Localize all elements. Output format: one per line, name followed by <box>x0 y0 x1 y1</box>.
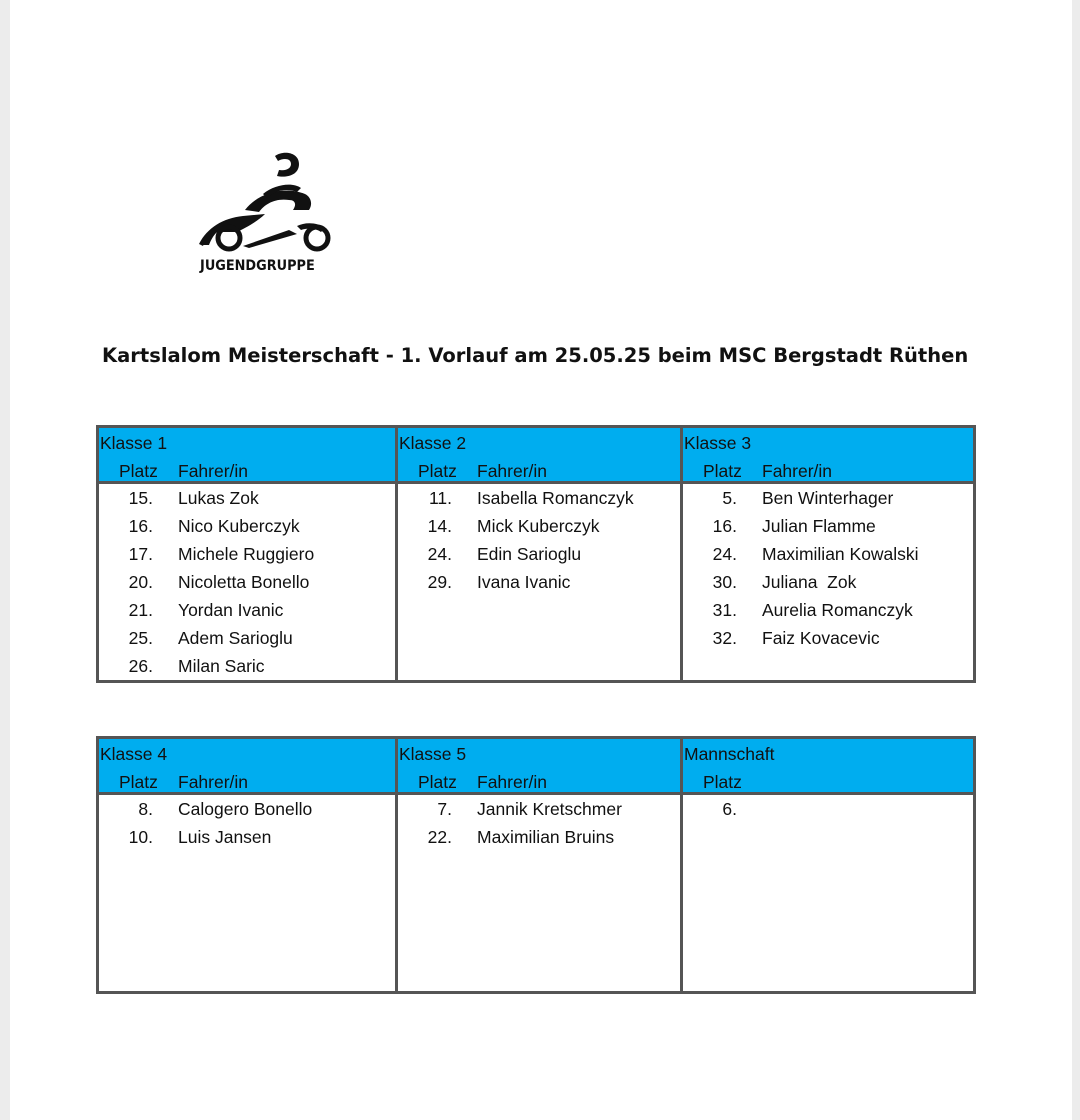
result-row <box>683 598 973 626</box>
team-column <box>683 739 973 991</box>
platz-value: 5. <box>722 488 737 508</box>
result-row <box>99 542 395 570</box>
driver-name: Julian Flamme <box>762 516 876 536</box>
result-row <box>99 570 395 598</box>
driver-name: Edin Sarioglu <box>477 544 582 564</box>
result-row <box>683 542 973 570</box>
driver-name: Ivana Ivanic <box>477 572 571 592</box>
platz-value: 14. <box>427 516 452 536</box>
driver-name: Maximilian Bruins <box>477 827 615 847</box>
platz-value: 10. <box>128 827 153 847</box>
fahrer-header: Fahrer/in <box>178 772 249 792</box>
class-column <box>398 739 683 991</box>
platz-value: 6. <box>722 799 737 819</box>
class-title: Klasse 1 <box>100 433 168 453</box>
platz-value: 32. <box>712 628 737 648</box>
driver-name: Calogero Bonello <box>178 799 313 819</box>
class-header <box>99 739 395 795</box>
result-row <box>99 514 395 542</box>
driver-name: Nico Kuberczyk <box>178 516 300 536</box>
document-page <box>10 0 1072 1120</box>
driver-name: Lukas Zok <box>178 488 259 508</box>
platz-value: 17. <box>128 544 153 564</box>
class-column <box>99 428 398 680</box>
fahrer-header: Fahrer/in <box>762 461 833 481</box>
platz-value: 25. <box>128 628 153 648</box>
logo-text: JUGENDGRUPPE <box>200 258 315 274</box>
driver-name: Adem Sarioglu <box>178 628 293 648</box>
result-row <box>398 797 680 825</box>
driver-name: Nicoletta Bonello <box>178 572 310 592</box>
platz-value: 26. <box>128 656 153 676</box>
result-row <box>683 570 973 598</box>
class-header <box>683 739 973 795</box>
fahrer-header: Fahrer/in <box>477 772 548 792</box>
class-column <box>99 739 398 991</box>
platz-header: Platz <box>418 461 457 481</box>
platz-header: Platz <box>703 772 742 792</box>
result-row <box>683 486 973 514</box>
results-table-1 <box>96 425 976 683</box>
class-title: Klasse 3 <box>684 433 752 453</box>
platz-value: 16. <box>128 516 153 536</box>
fahrer-header: Fahrer/in <box>178 461 249 481</box>
driver-name: Luis Jansen <box>178 827 272 847</box>
result-row <box>398 514 680 542</box>
result-row <box>99 486 395 514</box>
result-row <box>99 598 395 626</box>
platz-value: 11. <box>428 488 452 508</box>
fahrer-header: Fahrer/in <box>477 461 548 481</box>
platz-header: Platz <box>418 772 457 792</box>
result-row <box>398 570 680 598</box>
result-row <box>683 797 973 825</box>
platz-value: 30. <box>712 572 737 592</box>
result-row <box>683 626 973 654</box>
platz-value: 24. <box>712 544 737 564</box>
result-row <box>99 825 395 853</box>
result-row <box>398 825 680 853</box>
results-table-2 <box>96 736 976 994</box>
driver-name: Yordan Ivanic <box>178 600 284 620</box>
platz-value: 31. <box>712 600 737 620</box>
driver-name: Mick Kuberczyk <box>477 516 600 536</box>
class-title: Klasse 5 <box>399 744 467 764</box>
result-row <box>99 654 395 682</box>
result-row <box>683 514 973 542</box>
platz-value: 29. <box>427 572 452 592</box>
driver-name: Milan Saric <box>178 656 265 676</box>
class-title: Mannschaft <box>684 744 775 764</box>
driver-name: Isabella Romanczyk <box>477 488 634 508</box>
platz-header: Platz <box>119 772 158 792</box>
result-row <box>398 486 680 514</box>
driver-name: Juliana Zok <box>762 572 857 592</box>
driver-name: Aurelia Romanczyk <box>762 600 913 620</box>
kart-driver-logo-icon <box>193 148 333 258</box>
driver-name: Michele Ruggiero <box>178 544 315 564</box>
class-column <box>398 428 683 680</box>
class-column <box>683 428 973 680</box>
platz-value: 22. <box>427 827 452 847</box>
driver-name: Ben Winterhager <box>762 488 894 508</box>
driver-name: Jannik Kretschmer <box>477 799 622 819</box>
class-title: Klasse 2 <box>399 433 467 453</box>
platz-value: 16. <box>712 516 737 536</box>
platz-header: Platz <box>119 461 158 481</box>
class-header <box>99 428 395 484</box>
result-row <box>99 797 395 825</box>
logo <box>193 148 333 278</box>
class-header <box>398 428 680 484</box>
class-title: Klasse 4 <box>100 744 168 764</box>
platz-value: 8. <box>138 799 153 819</box>
result-row <box>99 626 395 654</box>
platz-value: 15. <box>128 488 153 508</box>
platz-value: 7. <box>437 799 452 819</box>
platz-header: Platz <box>703 461 742 481</box>
driver-name: Maximilian Kowalski <box>762 544 919 564</box>
class-header <box>398 739 680 795</box>
platz-value: 21. <box>128 600 153 620</box>
platz-value: 24. <box>427 544 452 564</box>
document-title: Kartslalom Meisterschaft - 1. Vorlauf am 25.05.25 beim MSC Bergstadt Rüthen <box>102 344 969 367</box>
class-header <box>683 428 973 484</box>
platz-value: 20. <box>128 572 153 592</box>
driver-name: Faiz Kovacevic <box>762 628 880 648</box>
result-row <box>398 542 680 570</box>
